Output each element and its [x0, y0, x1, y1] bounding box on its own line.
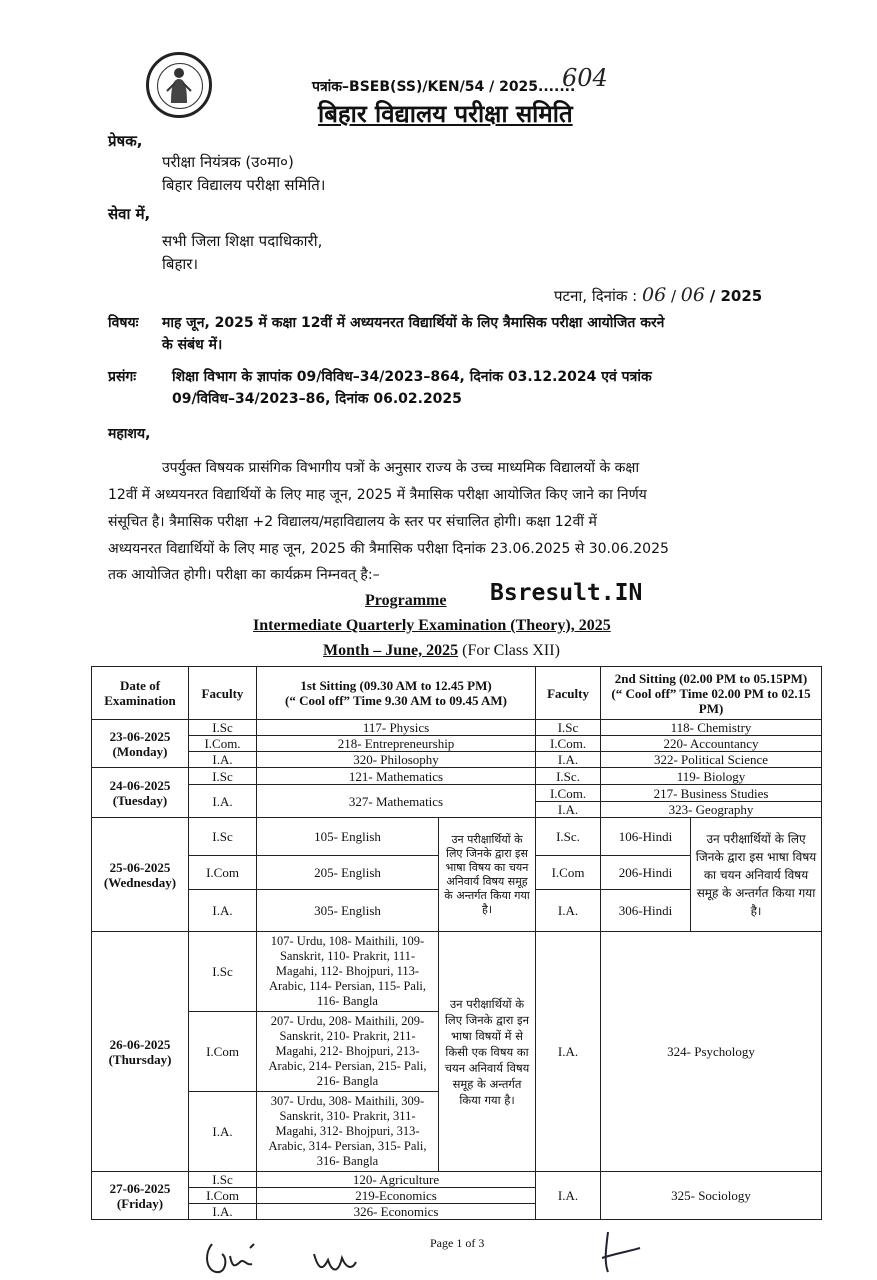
handwritten-month: 06	[680, 284, 705, 306]
table-row	[92, 1172, 822, 1188]
seal-figure-icon	[163, 65, 195, 105]
faculty-cell: I.A.	[536, 1172, 601, 1220]
header-sitting-1-line-2: (“ Cool off” Time 9.30 AM to 09.45 AM)	[285, 693, 507, 708]
subject-cell: 322- Political Science	[601, 752, 822, 768]
faculty-cell: I.Sc.	[536, 818, 601, 856]
table-row	[92, 932, 822, 1012]
exam-month-line	[323, 642, 560, 660]
salutation: महाशय,	[108, 426, 151, 442]
subject-cell: 105- English	[257, 818, 439, 856]
page-number: Page 1 of 3	[430, 1236, 485, 1250]
handwritten-day: 06	[642, 284, 667, 306]
faculty-cell: I.Sc	[189, 818, 257, 856]
faculty-cell: I.A.	[189, 1204, 257, 1220]
subject-cell: 119- Biology	[601, 768, 822, 785]
faculty-cell: I.A.	[189, 785, 257, 818]
subject-cell: 107- Urdu, 108- Maithili, 109- Sanskrit, 110- Prakrit, 111- Magahi, 112- Bhojpuri, 113- Arabic, 114- Persian, 115- Pali, 116- Bangla	[257, 932, 439, 1012]
faculty-cell: I.Com	[189, 856, 257, 890]
subject-cell: 305- English	[257, 890, 439, 932]
faculty-cell: I.A.	[536, 802, 601, 818]
body-line-1: उपर्युक्त विषयक प्रासंगिक विभागीय पत्रों के अनुसार राज्य के उच्च माध्यमिक विद्यालयों के कक्षा	[162, 460, 640, 476]
faculty-cell: I.Com	[189, 1188, 257, 1204]
exam-date: 23-06-2025	[109, 728, 171, 744]
faculty-cell: I.Com.	[189, 736, 257, 752]
exam-day: (Monday)	[112, 743, 168, 759]
programme-heading: Programme	[365, 592, 447, 609]
recipient-name: सभी जिला शिक्षा पदाधिकारी,	[162, 232, 323, 250]
table-row	[92, 720, 822, 736]
subject-line-2: के संबंध में।	[162, 337, 223, 353]
faculty-cell: I.Sc.	[536, 768, 601, 785]
date-line: पटना, दिनांक : 06 / 06 / 2025	[554, 284, 763, 306]
faculty-cell: I.A.	[189, 890, 257, 932]
subject-cell: 217- Business Studies	[601, 785, 822, 802]
watermark-text: Bsresult.IN	[490, 580, 643, 606]
faculty-cell: I.A.	[189, 752, 257, 768]
faculty-cell: I.A.	[536, 752, 601, 768]
body-line-5: तक आयोजित होगी। परीक्षा का कार्यक्रम निम्नवत् है:–	[108, 567, 380, 583]
subject-cell: 323- Geography	[601, 802, 822, 818]
subject-cell: 205- English	[257, 856, 439, 890]
signature-2	[310, 1244, 360, 1280]
body-line-4: अध्ययनरत विद्यार्थियों के लिए माह जून, 2025 की त्रैमासिक परीक्षा दिनांक 23.06.2025 से 30.06.2025	[108, 541, 669, 557]
date-cell	[92, 818, 189, 932]
table-row	[92, 785, 822, 802]
faculty-cell: I.Com	[189, 1012, 257, 1092]
exam-day: (Friday)	[116, 1195, 164, 1211]
exam-day: (Thursday)	[108, 1051, 172, 1067]
subject-cell: 106-Hindi	[601, 818, 691, 856]
exam-date: 24-06-2025	[109, 777, 171, 793]
faculty-cell: I.Com	[536, 856, 601, 890]
class-note: (For Class XII)	[462, 642, 560, 659]
faculty-cell: I.A.	[536, 890, 601, 932]
faculty-cell: I.Sc	[189, 1172, 257, 1188]
body-line-2: 12वीं में अध्ययनरत विद्यार्थियों के लिए माह जून, 2025 में त्रैमासिक परीक्षा आयोजित किए जाने का निर्णय	[108, 487, 647, 503]
exam-date: 27-06-2025	[109, 1180, 171, 1196]
header-sitting-2-line-2: (“ Cool off” Time 02.00 PM to 02.15 PM)	[611, 685, 811, 716]
subject-cell: 307- Urdu, 308- Maithili, 309- Sanskrit, 310- Prakrit, 311- Magahi, 312- Bhojpuri, 313- Arabic, 314- Persian, 315- Pali, 316- Bangla	[257, 1092, 439, 1172]
subject-cell: 327- Mathematics	[257, 785, 536, 818]
exam-day: (Wednesday)	[103, 874, 177, 890]
exam-day: (Tuesday)	[112, 792, 168, 808]
exam-title: Intermediate Quarterly Examination (Theory), 2025	[253, 617, 611, 634]
sender-organization: बिहार विद्यालय परीक्षा समिति।	[162, 176, 326, 194]
header-date: Date of Examination	[92, 667, 189, 720]
header-sitting-1-line-1: 1st Sitting (09.30 AM to 12.45 PM)	[300, 678, 492, 693]
recipient-label: सेवा में,	[108, 205, 151, 223]
faculty-cell: I.Sc	[536, 720, 601, 736]
header-faculty-2: Faculty	[536, 667, 601, 720]
subject-cell: 220- Accountancy	[601, 736, 822, 752]
exam-date: 25-06-2025	[109, 859, 171, 875]
reference-label: प्रसंगः	[108, 369, 137, 385]
date-cell	[92, 1172, 189, 1220]
sender-designation: परीक्षा नियंत्रक (उ०मा०)	[162, 153, 294, 171]
date-cell	[92, 768, 189, 818]
header-sitting-1	[257, 667, 536, 720]
faculty-cell: I.A.	[536, 932, 601, 1172]
table-header-row	[92, 667, 822, 720]
faculty-cell: I.Com.	[536, 736, 601, 752]
language-note-cell: उन परीक्षार्थियों के लिए जिनके द्वारा इन भाषा विषयों में से किसी एक विषय का चयन अनिवार्य विषय समूह के अन्तर्गत किया गया है।	[439, 932, 536, 1172]
sender-label: प्रेषक,	[108, 132, 143, 150]
subject-line-1: माह जून, 2025 में कक्षा 12वीं में अध्ययनरत विद्यार्थियों के लिए त्रैमासिक परीक्षा आयोजित करने	[162, 315, 665, 331]
date-year: / 2025	[709, 287, 763, 305]
recipient-place: बिहार।	[162, 255, 199, 273]
exam-date: 26-06-2025	[109, 1036, 171, 1052]
table-row	[92, 768, 822, 785]
reference-number: पत्रांक–BSEB(SS)/KEN/54 / 2025.......	[312, 79, 576, 95]
signature-3	[596, 1228, 646, 1278]
subject-cell: 306-Hindi	[601, 890, 691, 932]
subject-cell: 324- Psychology	[601, 932, 822, 1172]
date-cell	[92, 720, 189, 768]
subject-cell: 326- Economics	[257, 1204, 536, 1220]
handwritten-ref-number: 604	[562, 64, 608, 92]
faculty-cell: I.A.	[189, 1092, 257, 1172]
subject-cell: 117- Physics	[257, 720, 536, 736]
subject-cell: 121- Mathematics	[257, 768, 536, 785]
subject-cell: 118- Chemistry	[601, 720, 822, 736]
board-seal-logo	[146, 52, 212, 118]
exam-month: Month – June, 2025	[323, 642, 459, 659]
date-prefix: पटना, दिनांक :	[554, 287, 638, 305]
faculty-cell: I.Sc	[189, 720, 257, 736]
faculty-cell: I.Sc	[189, 932, 257, 1012]
faculty-cell: I.Com.	[536, 785, 601, 802]
reference-line-2: 09/विविध–34/2023–86, दिनांक 06.02.2025	[172, 391, 462, 407]
table-row	[92, 752, 822, 768]
subject-cell: 320- Philosophy	[257, 752, 536, 768]
exam-schedule-table	[91, 666, 822, 1220]
header-sitting-2	[601, 667, 822, 720]
subject-cell: 120- Agriculture	[257, 1172, 536, 1188]
body-line-3: संसूचित है। त्रैमासिक परीक्षा +2 विद्यालय/महाविद्यालय के स्तर पर संचालित होगी। कक्षा 12वीं में	[108, 514, 597, 530]
subject-cell: 218- Entrepreneurship	[257, 736, 536, 752]
date-cell	[92, 932, 189, 1172]
language-note-cell: उन परीक्षार्थियों के लिए जिनके द्वारा इस भाषा विषय का चयन अनिवार्य विषय समूह के अन्तर्गत किया गया है।	[691, 818, 822, 932]
table-row	[92, 736, 822, 752]
reference-line-1: शिक्षा विभाग के ज्ञापांक 09/विविध–34/2023–864, दिनांक 03.12.2024 एवं पत्रांक	[172, 369, 652, 385]
organization-title: बिहार विद्यालय परीक्षा समिति	[318, 100, 573, 128]
subject-label: विषयः	[108, 315, 139, 331]
signature-1	[200, 1236, 270, 1280]
table-row	[92, 818, 822, 856]
header-sitting-2-line-1: 2nd Sitting (02.00 PM to 05.15PM)	[614, 670, 808, 686]
faculty-cell: I.Sc	[189, 768, 257, 785]
language-note-cell: उन परीक्षार्थियों के लिए जिनके द्वारा इस भाषा विषय का चयन अनिवार्य विषय समूह के अन्तर्गत किया गया है।	[439, 818, 536, 932]
subject-cell: 219-Economics	[257, 1188, 536, 1204]
subject-cell: 207- Urdu, 208- Maithili, 209- Sanskrit, 210- Prakrit, 211- Magahi, 212- Bhojpuri, 213- Arabic, 214- Persian, 215- Pali, 216- Bangla	[257, 1012, 439, 1092]
subject-cell: 325- Sociology	[601, 1172, 822, 1220]
subject-cell: 206-Hindi	[601, 856, 691, 890]
header-faculty-1: Faculty	[189, 667, 257, 720]
